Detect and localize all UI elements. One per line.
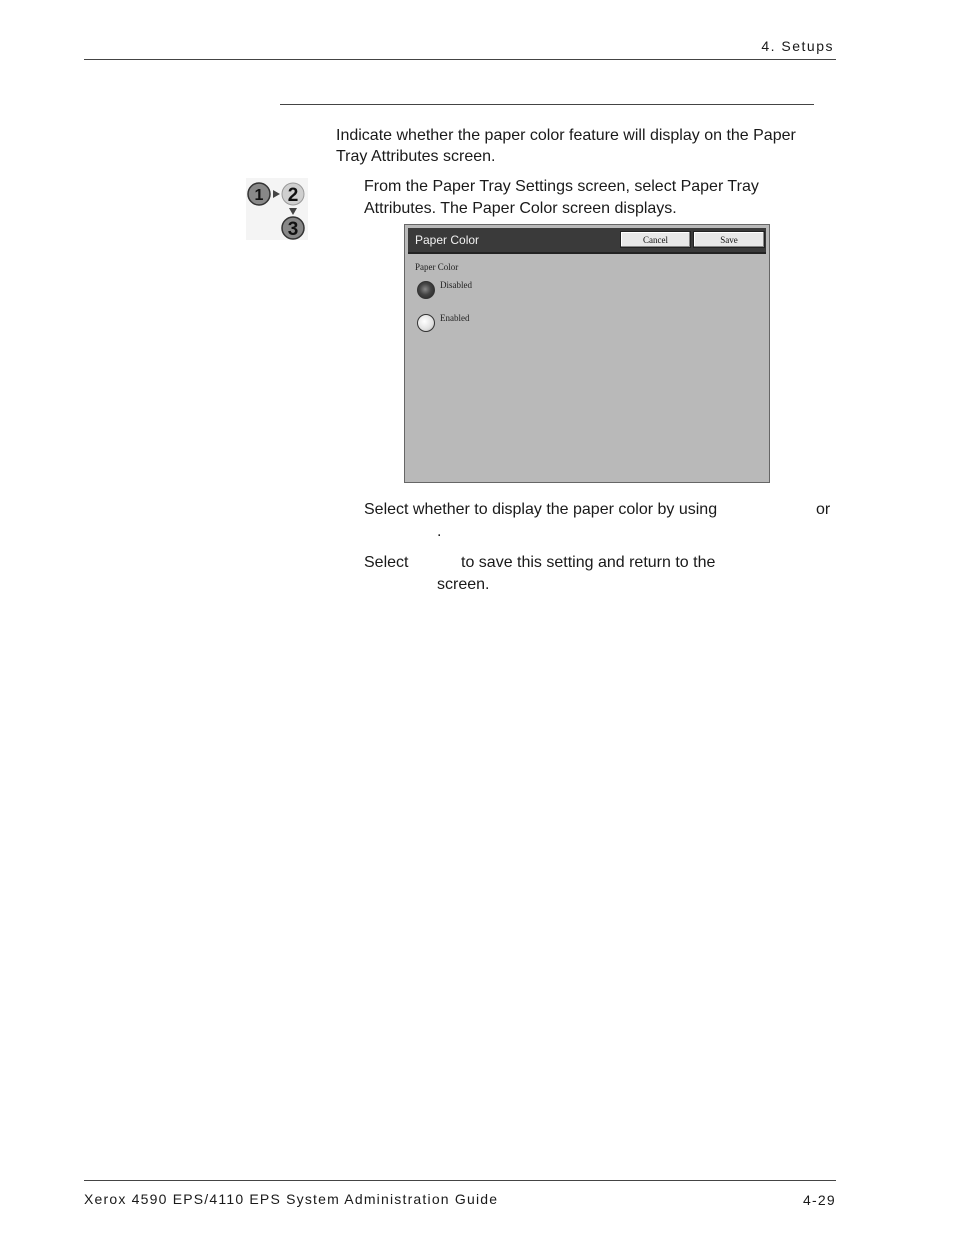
footer-rule — [84, 1180, 836, 1181]
enabled-radio[interactable] — [417, 314, 435, 332]
paper-color-screen — [404, 224, 770, 483]
intro-line-1: Indicate whether the paper color feature will display on the Paper — [336, 127, 796, 144]
step3-text: to save this setting and return to the — [461, 554, 716, 571]
save-button[interactable]: Save — [693, 231, 765, 248]
step-number-2: 2 — [287, 185, 299, 206]
step3-screen: screen. — [437, 576, 490, 593]
running-header: 4. Setups — [761, 38, 834, 54]
disabled-radio[interactable] — [417, 281, 435, 299]
step1-line-1: From the Paper Tray Settings screen, select Paper Tray — [364, 178, 759, 195]
step-number-1: 1 — [254, 187, 264, 204]
screen-titlebar — [408, 228, 766, 254]
step3-select: Select — [364, 554, 409, 571]
section-rule — [280, 104, 814, 105]
step2-text: Select whether to display the paper color by using — [364, 501, 718, 518]
cancel-button[interactable]: Cancel — [620, 231, 691, 248]
header-rule — [84, 59, 836, 60]
disabled-radio-label: Disabled — [440, 280, 472, 290]
step2-period: . — [437, 523, 442, 540]
paper-color-group-label: Paper Color — [415, 262, 459, 272]
step2-or: or — [816, 501, 831, 518]
screen-title: Paper Color — [415, 233, 480, 247]
intro-line-2: Tray Attributes screen. — [336, 148, 496, 165]
steps-1-2-3-icon — [246, 178, 308, 240]
footer-title: Xerox 4590 EPS/4110 EPS System Administration Guide — [84, 1191, 499, 1207]
step-number-3: 3 — [287, 219, 299, 240]
enabled-radio-label: Enabled — [440, 313, 470, 323]
step1-line-2: Attributes. The Paper Color screen displays. — [364, 200, 677, 217]
page-number: 4-29 — [803, 1192, 836, 1208]
